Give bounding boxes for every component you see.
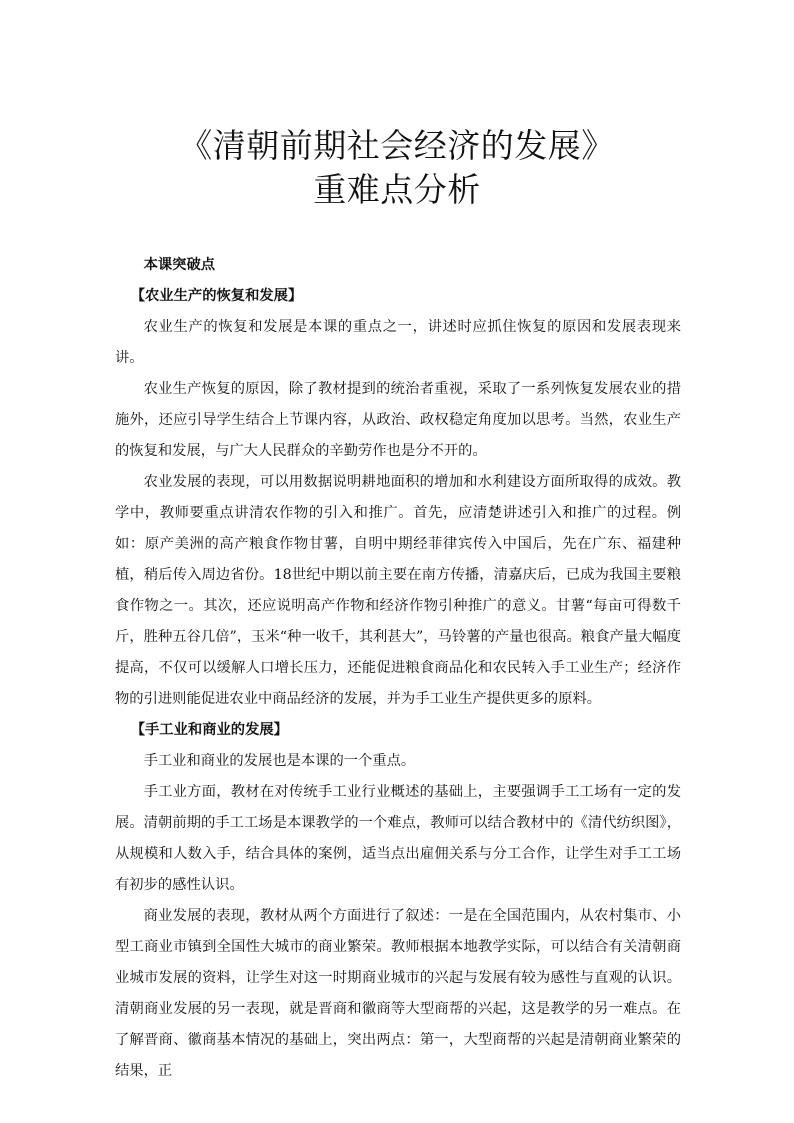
title-line-2: 重难点分析 — [313, 170, 481, 209]
handicraft-heading: 【手工业和商业的发展】 — [130, 722, 288, 738]
agriculture-heading: 【农业生产的恢复和发展】 — [130, 288, 303, 304]
agriculture-paragraph-3: 农业发展的表现，可以用数据说明耕地面积的增加和水利建设方面所取得的成效。教学中，教师要重点讲清农作物的引入和推广。首先，应清楚讲述引入和推广的过程。例如：原产美洲的高产粮食作物甘薯，自明中期经菲律宾传入中国后，先在广东、福建种植，稍后传入周边省份。18世纪中期以前主要在南方传播，清嘉庆后，已成为我国主要粮食作物之一。其次，还应说明高产作物和经济作物引种推广的意义。甘薯“每亩可得数千斤，胜种五谷几倍”，玉米“种一收千，其利甚大”，马铃薯的产量也很高。粮食产量大幅度提高，不仅可以缓解人口增长压力，还能促进粮食商品化和农民转入手工业生产；经济作物的引进则能促进农业中商品经济的发展，并为手工业生产提供更多的原料。 — [115, 474, 681, 707]
breakthrough-heading: 本课突破点 — [143, 257, 216, 273]
document-body — [115, 250, 681, 1087]
agriculture-paragraph-1: 农业生产的恢复和发展是本课的重点之一，讲述时应抓住恢复的原因和发展表现来讲。 — [115, 319, 681, 366]
handicraft-paragraph-3: 商业发展的表现，教材从两个方面进行了叙述：一是在全国范围内，从农村集市、小型工商业市镇到全国性大城市的商业繁荣。教师根据本地教学实际，可以结合有关清朝商业城市发展的资料，让学生对这一时期商业城市的兴起与发展有较为感性与直观的认识。清朝商业发展的另一表现，就是晋商和徽商等大型商帮的兴起，这是教学的另一难点。在了解晋商、徽商基本情况的基础上，突出两点：第一，大型商帮的兴起是清朝商业繁荣的结果，正 — [115, 908, 681, 1079]
handicraft-paragraph-1: 手工业和商业的发展也是本课的一个重点。 — [143, 753, 416, 769]
agriculture-paragraph-2: 农业生产恢复的原因，除了教材提到的统治者重视，采取了一系列恢复发展农业的措施外，还应引导学生结合上节课内容，从政治、政权稳定角度加以思考。当然，农业生产的恢复和发展，与广大人民群众的辛勤劳作也是分不开的。 — [115, 381, 681, 459]
document-title — [0, 124, 794, 212]
handicraft-paragraph-2: 手工业方面，教材在对传统手工业行业概述的基础上，主要强调手工工场有一定的发展。清朝前期的手工工场是本课教学的一个难点，教师可以结合教材中的《清代纺织图》，从规模和人数入手，结合具体的案例，适当点出雇佣关系与分工合作，让学生对手工工场有初步的感性认识。 — [115, 784, 681, 893]
title-line-1: 《清朝前期社会经济的发展》 — [179, 126, 615, 165]
